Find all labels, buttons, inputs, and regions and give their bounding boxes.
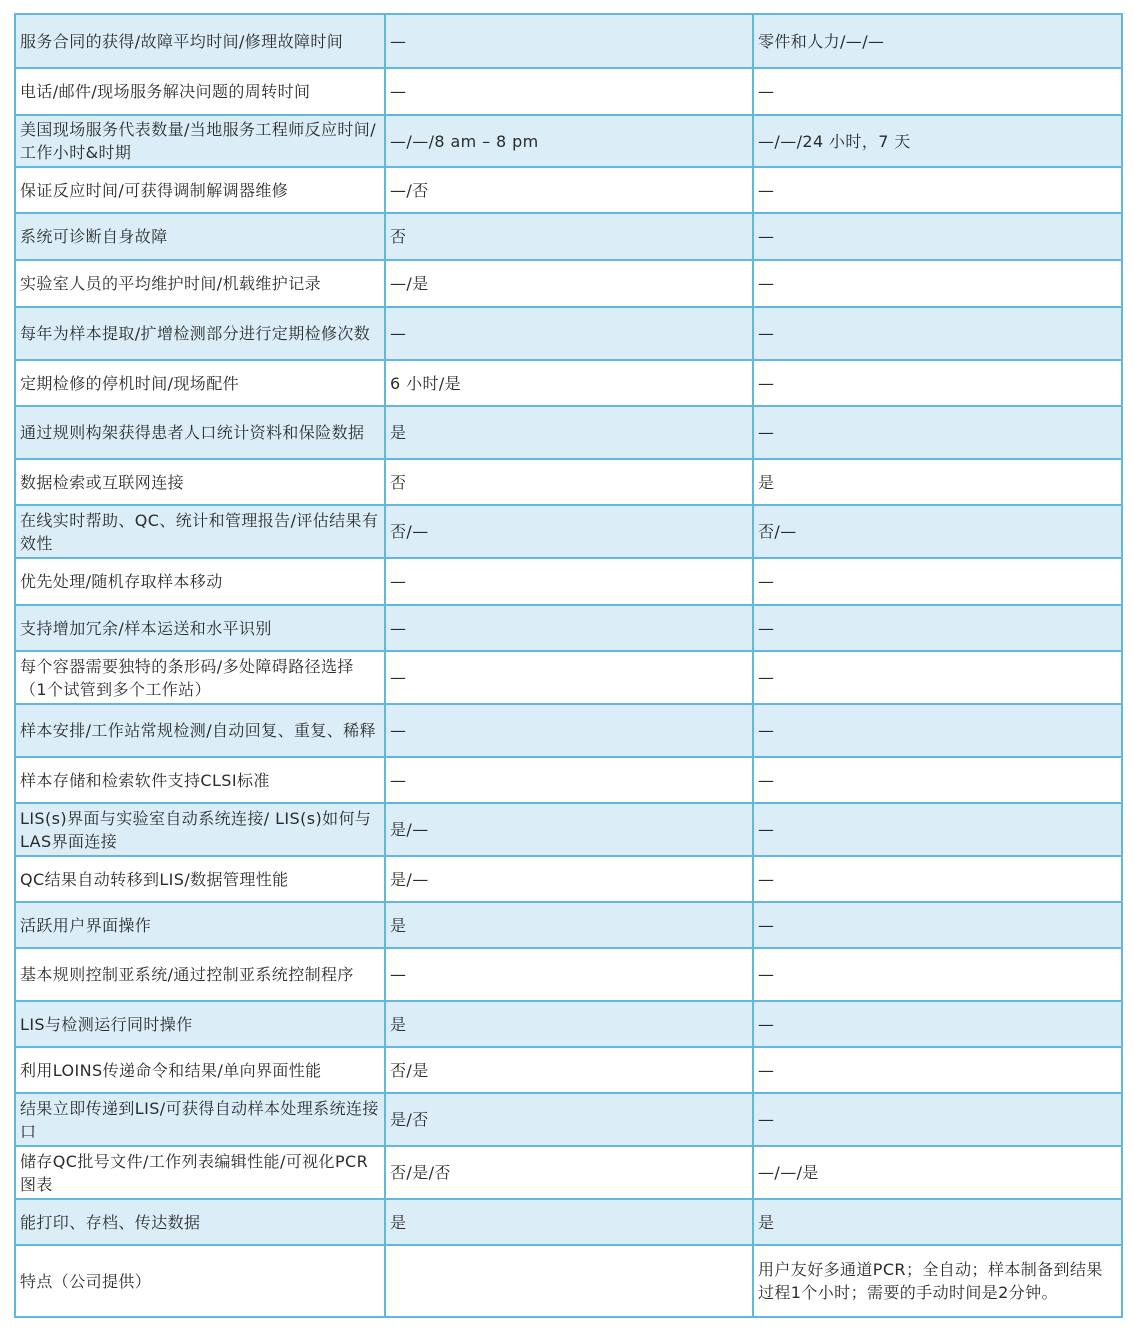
- feature-cell: 每个容器需要独特的条形码/多处障碍路径选择（1个试管到多个工作站）: [15, 651, 385, 704]
- value-cell: —: [753, 803, 1122, 856]
- value-cell: 是/否: [385, 1093, 753, 1146]
- feature-cell: 基本规则控制亚系统/通过控制亚系统控制程序: [15, 948, 385, 1001]
- table-row: [15, 558, 1122, 605]
- value-cell: —: [753, 307, 1122, 360]
- feature-cell: 数据检索或互联网连接: [15, 459, 385, 505]
- table-row: [15, 1093, 1122, 1146]
- table-row: [15, 605, 1122, 651]
- table-row: [15, 1199, 1122, 1245]
- value-cell: —: [385, 651, 753, 704]
- table-row: [15, 68, 1122, 115]
- table-row: [15, 1047, 1122, 1093]
- value-cell: —/否: [385, 167, 753, 213]
- table-row: [15, 167, 1122, 213]
- feature-cell: 能打印、存档、传达数据: [15, 1199, 385, 1245]
- value-cell: 6 小时/是: [385, 360, 753, 406]
- feature-cell: 每年为样本提取/扩增检测部分进行定期检修次数: [15, 307, 385, 360]
- feature-cell: 样本存储和检索软件支持CLSI标准: [15, 757, 385, 803]
- table-row: [15, 902, 1122, 948]
- spec-comparison-table: [14, 13, 1123, 1318]
- value-cell: 是: [385, 1199, 753, 1245]
- value-cell: —: [753, 167, 1122, 213]
- value-cell: —: [753, 651, 1122, 704]
- value-cell: 是: [385, 406, 753, 459]
- value-cell: —: [753, 1001, 1122, 1047]
- feature-cell: 电话/邮件/现场服务解决问题的周转时间: [15, 68, 385, 115]
- value-cell: 否: [385, 213, 753, 260]
- table-row: [15, 757, 1122, 803]
- value-cell: —: [385, 605, 753, 651]
- value-cell: —: [753, 704, 1122, 757]
- value-cell: 否: [385, 459, 753, 505]
- table-row: [15, 948, 1122, 1001]
- value-cell: —: [385, 704, 753, 757]
- table-row: [15, 651, 1122, 704]
- feature-cell: 实验室人员的平均维护时间/机载维护记录: [15, 260, 385, 307]
- value-cell: 是: [753, 1199, 1122, 1245]
- table-row: [15, 260, 1122, 307]
- value-cell: —: [385, 307, 753, 360]
- feature-cell: 保证反应时间/可获得调制解调器维修: [15, 167, 385, 213]
- value-cell: 用户友好多通道PCR；全自动；样本制备到结果过程1个小时；需要的手动时间是2分钟。: [753, 1245, 1122, 1317]
- feature-cell: 美国现场服务代表数量/当地服务工程师反应时间/工作小时&时期: [15, 115, 385, 167]
- value-cell: 是/—: [385, 803, 753, 856]
- value-cell: —: [753, 360, 1122, 406]
- table-row: [15, 704, 1122, 757]
- feature-cell: 特点（公司提供）: [15, 1245, 385, 1317]
- table-row: [15, 1245, 1122, 1317]
- table-row: [15, 803, 1122, 856]
- value-cell: —/是: [385, 260, 753, 307]
- feature-cell: LIS与检测运行同时操作: [15, 1001, 385, 1047]
- table-row: [15, 307, 1122, 360]
- value-cell: [385, 1245, 753, 1317]
- value-cell: —/—/24 小时，7 天: [753, 115, 1122, 167]
- value-cell: —: [753, 605, 1122, 651]
- value-cell: —: [753, 260, 1122, 307]
- value-cell: —: [753, 757, 1122, 803]
- value-cell: 否/是/否: [385, 1146, 753, 1199]
- table-row: [15, 459, 1122, 505]
- value-cell: —: [753, 856, 1122, 902]
- value-cell: —: [385, 68, 753, 115]
- feature-cell: LIS(s)界面与实验室自动系统连接/ LIS(s)如何与LAS界面连接: [15, 803, 385, 856]
- value-cell: 是: [385, 1001, 753, 1047]
- value-cell: —: [753, 558, 1122, 605]
- value-cell: —: [385, 948, 753, 1001]
- value-cell: 零件和人力/—/—: [753, 14, 1122, 68]
- value-cell: 否/—: [385, 505, 753, 558]
- feature-cell: 定期检修的停机时间/现场配件: [15, 360, 385, 406]
- table-row: [15, 1146, 1122, 1199]
- value-cell: 是: [385, 902, 753, 948]
- table-row: [15, 14, 1122, 68]
- value-cell: —: [385, 558, 753, 605]
- table-row: [15, 856, 1122, 902]
- value-cell: —: [753, 68, 1122, 115]
- value-cell: —: [753, 406, 1122, 459]
- feature-cell: 利用LOINS传递命令和结果/单向界面性能: [15, 1047, 385, 1093]
- feature-cell: 系统可诊断自身故障: [15, 213, 385, 260]
- feature-cell: 在线实时帮助、QC、统计和管理报告/评估结果有效性: [15, 505, 385, 558]
- feature-cell: 储存QC批号文件/工作列表编辑性能/可视化PCR图表: [15, 1146, 385, 1199]
- table-row: [15, 1001, 1122, 1047]
- table-row: [15, 406, 1122, 459]
- feature-cell: 结果立即传递到LIS/可获得自动样本处理系统连接口: [15, 1093, 385, 1146]
- value-cell: —: [753, 1047, 1122, 1093]
- value-cell: 是: [753, 459, 1122, 505]
- feature-cell: QC结果自动转移到LIS/数据管理性能: [15, 856, 385, 902]
- value-cell: —: [385, 14, 753, 68]
- table-row: [15, 360, 1122, 406]
- table-row: [15, 505, 1122, 558]
- feature-cell: 优先处理/随机存取样本移动: [15, 558, 385, 605]
- feature-cell: 服务合同的获得/故障平均时间/修理故障时间: [15, 14, 385, 68]
- value-cell: —: [385, 757, 753, 803]
- feature-cell: 通过规则构架获得患者人口统计资料和保险数据: [15, 406, 385, 459]
- value-cell: —/—/8 am – 8 pm: [385, 115, 753, 167]
- feature-cell: 活跃用户界面操作: [15, 902, 385, 948]
- value-cell: 是/—: [385, 856, 753, 902]
- value-cell: —: [753, 902, 1122, 948]
- table-row: [15, 115, 1122, 167]
- value-cell: —/—/是: [753, 1146, 1122, 1199]
- table-row: [15, 213, 1122, 260]
- value-cell: 否/—: [753, 505, 1122, 558]
- value-cell: 否/是: [385, 1047, 753, 1093]
- value-cell: —: [753, 1093, 1122, 1146]
- value-cell: —: [753, 213, 1122, 260]
- value-cell: —: [753, 948, 1122, 1001]
- feature-cell: 支持增加冗余/样本运送和水平识别: [15, 605, 385, 651]
- feature-cell: 样本安排/工作站常规检测/自动回复、重复、稀释: [15, 704, 385, 757]
